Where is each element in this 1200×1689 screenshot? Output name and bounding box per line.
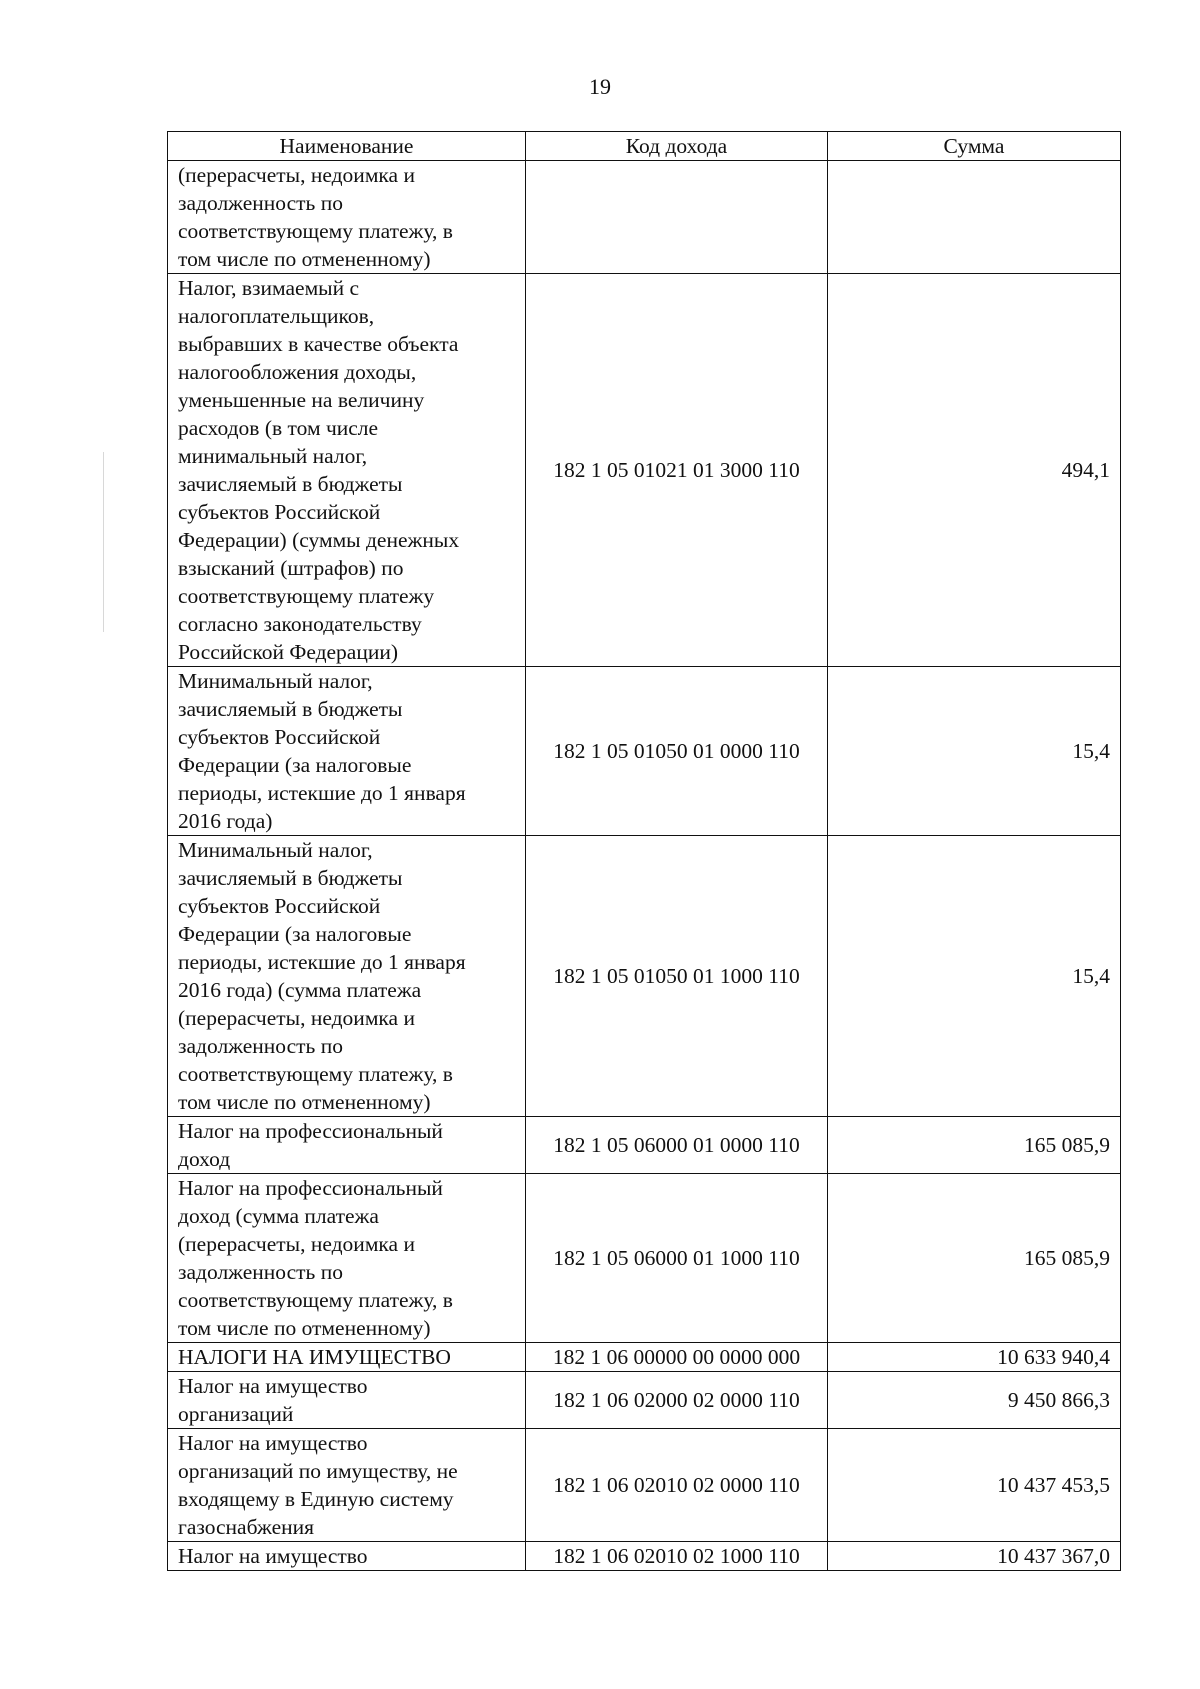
row-income-code: 182 1 05 01021 01 3000 110: [526, 274, 828, 667]
row-sum: 10 633 940,4: [828, 1343, 1121, 1372]
row-income-code: 182 1 06 02010 02 1000 110: [526, 1542, 828, 1571]
header-income-code: Код дохода: [526, 132, 828, 161]
row-income-code: 182 1 05 06000 01 0000 110: [526, 1117, 828, 1174]
row-name: Минимальный налог, зачисляемый в бюджеты субъектов Российской Федерации (за налоговые периоды, истекшие до 1 января 2016 года): [168, 667, 526, 836]
row-income-code: 182 1 06 02010 02 0000 110: [526, 1429, 828, 1542]
row-income-code: 182 1 05 01050 01 0000 110: [526, 667, 828, 836]
row-income-code: 182 1 05 06000 01 1000 110: [526, 1174, 828, 1343]
row-sum: [828, 161, 1121, 274]
table-row: [168, 1429, 1121, 1542]
table-row: [168, 274, 1121, 667]
row-name: Налог на имущество: [168, 1542, 526, 1571]
table-row: [168, 836, 1121, 1117]
row-name: Налог на имущество организаций по имуществу, не входящему в Единую систему газоснабжения: [168, 1429, 526, 1542]
table-row: [168, 1117, 1121, 1174]
row-sum: 165 085,9: [828, 1174, 1121, 1343]
row-name: Налог, взимаемый с налогоплательщиков, выбравших в качестве объекта налогообложения доходы, уменьшенные на величину расходов (в том числе минимальный налог, зачисляемый в бюджеты субъектов Российской Федерации) (суммы денежных взысканий (штрафов) по соответствующему платежу согласно законодательству Российской Федерации): [168, 274, 526, 667]
scan-margin-mark: [103, 452, 104, 632]
row-sum: 165 085,9: [828, 1117, 1121, 1174]
row-income-code: [526, 161, 828, 274]
row-name: Налог на профессиональный доход: [168, 1117, 526, 1174]
header-sum: Сумма: [828, 132, 1121, 161]
row-income-code: 182 1 06 02000 02 0000 110: [526, 1372, 828, 1429]
row-sum: 15,4: [828, 667, 1121, 836]
row-sum: 15,4: [828, 836, 1121, 1117]
table-row: [168, 1542, 1121, 1571]
row-income-code: 182 1 05 01050 01 1000 110: [526, 836, 828, 1117]
table-row: [168, 667, 1121, 836]
row-name: Налог на имущество организаций: [168, 1372, 526, 1429]
table-row: [168, 1174, 1121, 1343]
row-name: Минимальный налог, зачисляемый в бюджеты субъектов Российской Федерации (за налоговые периоды, истекшие до 1 января 2016 года) (сумма платежа (перерасчеты, недоимка и задолженность по соответствующему платежу, в том числе по отмененному): [168, 836, 526, 1117]
page-number: 19: [589, 74, 611, 99]
row-income-code: 182 1 06 00000 00 0000 000: [526, 1343, 828, 1372]
table-row: [168, 161, 1121, 274]
row-sum: 10 437 453,5: [828, 1429, 1121, 1542]
revenue-table: [167, 131, 1121, 1571]
row-sum: 9 450 866,3: [828, 1372, 1121, 1429]
table-row: [168, 1372, 1121, 1429]
row-name: Налог на профессиональный доход (сумма платежа (перерасчеты, недоимка и задолженность по соответствующему платежу, в том числе по отмененному): [168, 1174, 526, 1343]
table-header-row: [168, 132, 1121, 161]
row-sum: 10 437 367,0: [828, 1542, 1121, 1571]
row-name: (перерасчеты, недоимка и задолженность по соответствующему платежу, в том числе по отмененному): [168, 161, 526, 274]
row-sum: 494,1: [828, 274, 1121, 667]
header-name: Наименование: [168, 132, 526, 161]
table-row: [168, 1343, 1121, 1372]
row-name: НАЛОГИ НА ИМУЩЕСТВО: [168, 1343, 526, 1372]
